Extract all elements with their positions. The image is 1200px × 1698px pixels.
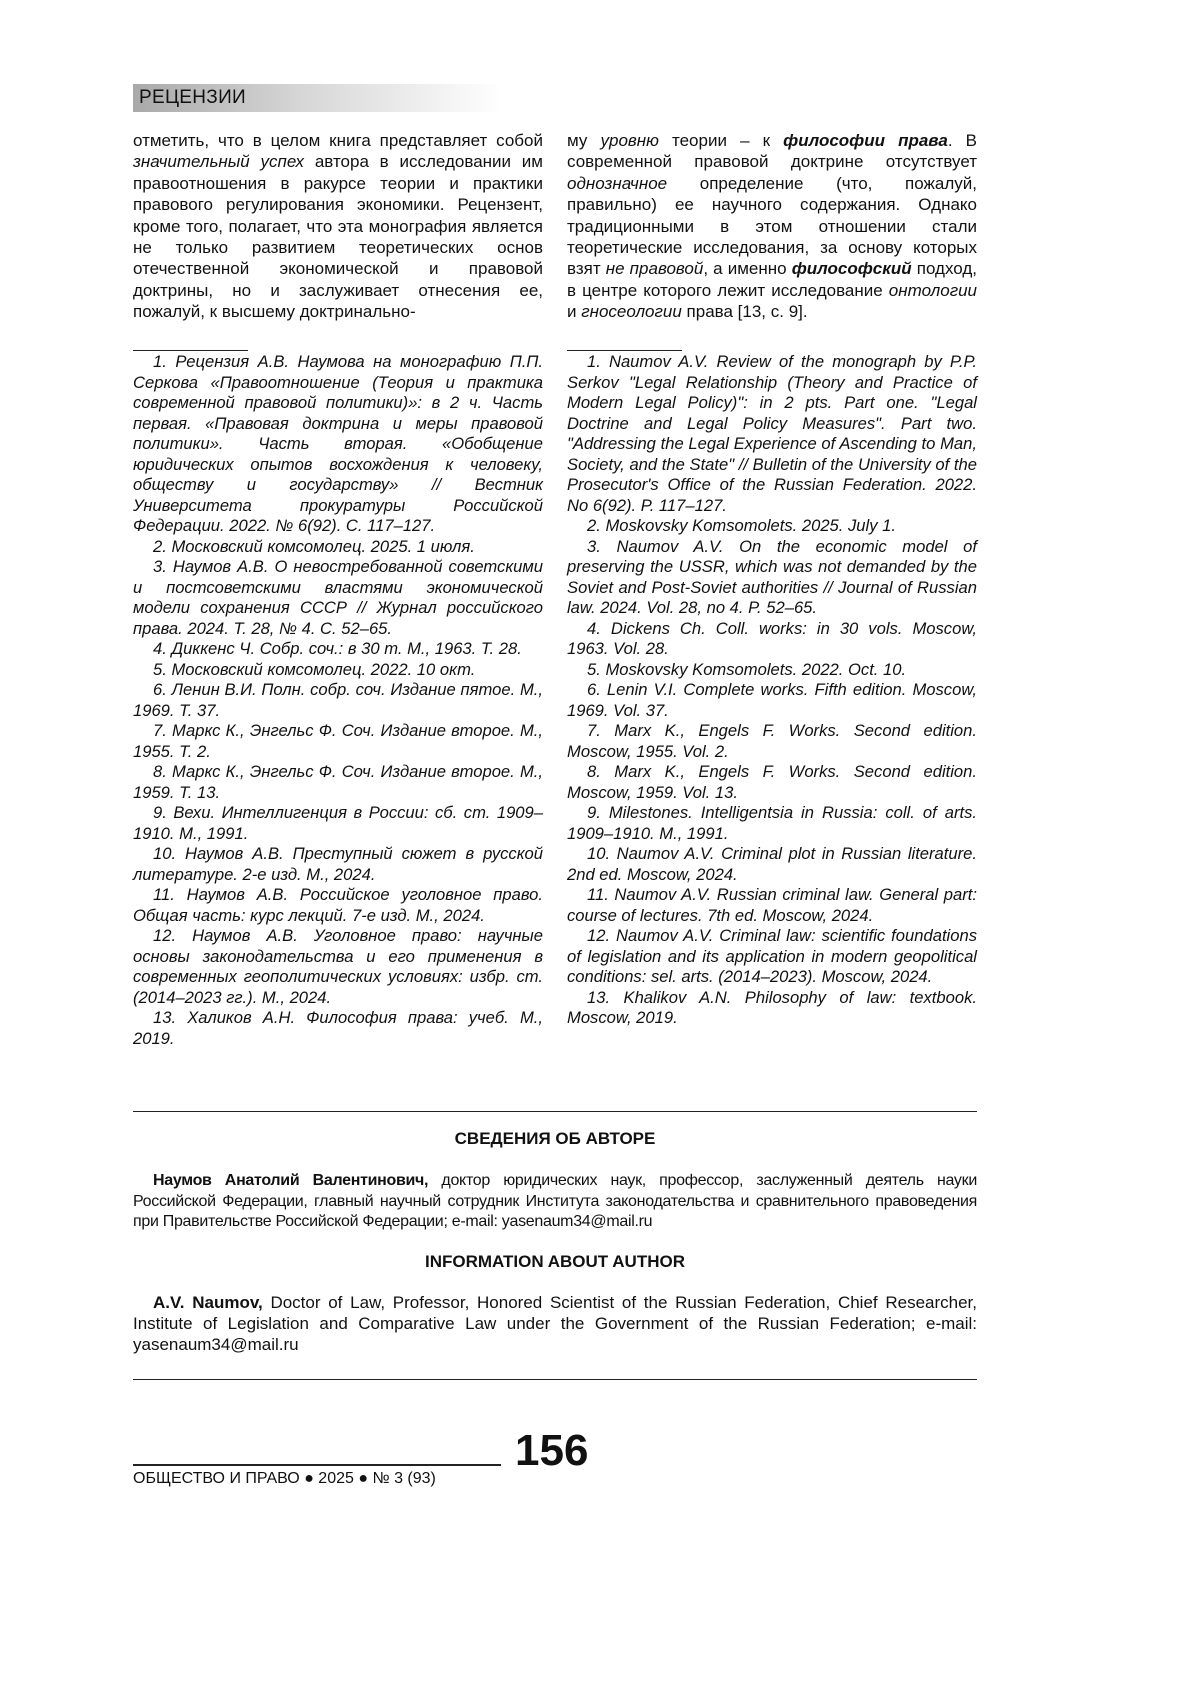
reference-item: 11. Naumov A.V. Russian criminal law. General part: course of lectures. 7th ed. Moscow, 2024. — [567, 885, 977, 926]
author-info-title-ru: СВЕДЕНИЯ ОБ АВТОРЕ — [133, 1129, 977, 1149]
text: права [13, с. 9]. — [682, 302, 808, 321]
references-en — [567, 352, 977, 1029]
reference-item: 3. Наумов А.В. О невостребованной советскими и постсоветскими властями экономической модели сохранения СССР // Журнал российского права. 2024. Т. 28, № 4. С. 52–65. — [133, 557, 543, 639]
reference-item: 8. Маркс К., Энгельс Ф. Соч. Издание второе. М., 1959. Т. 13. — [133, 762, 543, 803]
reference-item: 6. Ленин В.И. Полн. собр. соч. Издание пятое. М., 1969. Т. 37. — [133, 680, 543, 721]
text: определение (что, пожалуй, правильно) ее научного содержания. Однако традиционными в этом отношении стали теоретические исследования, за основу которых взят — [567, 174, 977, 279]
text: автора в исследовании им правоотношения в ракурсе теории и практики правового регулирования экономики. Рецензент, кроме того, полагает, что эта монография является не только развитием теоретических основ отечественной экономической и правовой доктрины, но и заслуживает отнесения ее, пожалуй, к высшему доктринально- — [133, 152, 543, 321]
reference-item: 7. Маркс К., Энгельс Ф. Соч. Издание второе. М., 1955. Т. 2. — [133, 721, 543, 762]
text: му — [567, 131, 600, 150]
reference-item: 9. Milestones. Intelligentsia in Russia: coll. of arts. 1909–1910. M., 1991. — [567, 803, 977, 844]
text: отметить, что в целом книга представляет собой — [133, 131, 543, 150]
reference-item: 7. Marx K., Engels F. Works. Second edition. Moscow, 1955. Vol. 2. — [567, 721, 977, 762]
reference-item: 4. Dickens Ch. Coll. works: in 30 vols. Moscow, 1963. Vol. 28. — [567, 619, 977, 660]
reference-item: 5. Московский комсомолец. 2022. 10 окт. — [133, 660, 543, 681]
reference-item: 12. Наумов А.В. Уголовное право: научные основы законодательства и его применения в современных геополитических условиях: избр. ст. (2014–2023 гг.). М., 2024. — [133, 926, 543, 1008]
reference-item: 9. Вехи. Интеллигенция в России: сб. ст. 1909–1910. М., 1991. — [133, 803, 543, 844]
author-name: Наумов Анатолий Валентинович, — [153, 1172, 428, 1189]
reference-item: 4. Диккенс Ч. Собр. соч.: в 30 т. М., 1963. Т. 28. — [133, 639, 543, 660]
reference-item: 3. Naumov A.V. On the economic model of preserving the USSR, which was not demanded by the Soviet and Post-Soviet authorities // Journal of Russian law. 2024. Vol. 28, no 4. P. 52–65. — [567, 537, 977, 619]
reference-item: 11. Наумов А.В. Российское уголовное право. Общая часть: курс лекций. 7-е изд. М., 2024. — [133, 885, 543, 926]
author-info-title-en: INFORMATION ABOUT AUTHOR — [133, 1252, 977, 1272]
reference-item: 10. Наумов А.В. Преступный сюжет в русской литературе. 2-е изд. М., 2024. — [133, 844, 543, 885]
reference-item: 12. Naumov A.V. Criminal law: scientific foundations of legislation and its application in modern geopolitical conditions: sel. arts. (2014–2023). Moscow, 2024. — [567, 926, 977, 988]
references-ru — [133, 352, 543, 1049]
reference-item: 2. Московский комсомолец. 2025. 1 июля. — [133, 537, 543, 558]
reference-item: 2. Moskovsky Komsomolets. 2025. July 1. — [567, 516, 977, 537]
text-italic: значительный успех — [133, 152, 304, 171]
author-info-ru — [133, 1171, 977, 1233]
footnote-rule-left — [133, 350, 248, 351]
reference-item: 1. Рецензия А.В. Наумова на монографию П.П. Серкова «Правоотношение (Теория и практика современной правовой политики)»: в 2 ч. Часть первая. «Правовая доктрина и меры правовой политики». Часть вторая. «Обобщение юридических опытов восхождения к человеку, обществу и государству» // Вестник Университета прокуратуры Российской Федерации. 2022. № 6(92). С. 117–127. — [133, 352, 543, 537]
text: . В современной правовой доктрине отсутствует — [567, 131, 977, 171]
body-text-right — [567, 130, 977, 323]
reference-item: 13. Khalikov A.N. Philosophy of law: textbook. Moscow, 2019. — [567, 988, 977, 1029]
reference-item: 1. Naumov A.V. Review of the monograph by P.P. Serkov "Legal Relationship (Theory and Practice of Modern Legal Policy)": in 2 pts. Part one. "Legal Doctrine and Legal Policy Measures". Part two. "Addressing the Legal Experience of Ascending to Man, Society, and the State" // Bulletin of the University of the Prosecutor's Office of the Russian Federation. 2022. No 6(92). P. 117–127. — [567, 352, 977, 516]
author-name: A.V. Naumov, — [153, 1293, 263, 1312]
reference-item: 13. Халиков А.Н. Философия права: учеб. М., 2019. — [133, 1008, 543, 1049]
section-title: РЕЦЕНЗИИ — [139, 87, 246, 109]
footer-rule — [133, 1464, 501, 1466]
author-description: доктор юридических наук, профессор, заслуженный деятель науки Российской Федерации, главный научный сотрудник Института законодательства и сравнительного правоведения при Правительстве Российской Федерации; e-mail: yasenaum34@mail.ru — [133, 1172, 977, 1230]
body-text-left — [133, 130, 543, 323]
journal-footer: ОБЩЕСТВО И ПРАВО ● 2025 ● № 3 (93) — [133, 1470, 436, 1488]
section-header — [133, 84, 503, 112]
divider — [133, 1111, 977, 1112]
author-description: Doctor of Law, Professor, Honored Scientist of the Russian Federation, Chief Researcher, Institute of Legislation and Comparative Law under the Government of the Russian Federation; e-mail: yasenaum34@mail.ru — [133, 1293, 977, 1354]
reference-item: 10. Naumov A.V. Criminal plot in Russian literature. 2nd ed. Moscow, 2024. — [567, 844, 977, 885]
text-italic: уровню — [600, 131, 658, 150]
text: теории – к — [659, 131, 783, 150]
text: и — [567, 302, 581, 321]
text-bold-italic: философский — [792, 259, 912, 278]
text: подход, в центре которого лежит исследование — [567, 259, 977, 299]
text: , а именно — [703, 259, 791, 278]
text-italic: онтологии — [889, 281, 977, 300]
divider — [133, 1379, 977, 1380]
text-bold-italic: философии права — [783, 131, 948, 150]
text-italic: гносеологии — [581, 302, 682, 321]
reference-item: 5. Moskovsky Komsomolets. 2022. Oct. 10. — [567, 660, 977, 681]
author-info-en — [133, 1292, 977, 1355]
reference-item: 6. Lenin V.I. Complete works. Fifth edition. Moscow, 1969. Vol. 37. — [567, 680, 977, 721]
text-italic: однозначное — [567, 174, 667, 193]
page-number: 156 — [515, 1426, 588, 1476]
reference-item: 8. Marx K., Engels F. Works. Second edition. Moscow, 1959. Vol. 13. — [567, 762, 977, 803]
text-italic: не правовой — [606, 259, 704, 278]
footnote-rule-right — [567, 350, 682, 351]
